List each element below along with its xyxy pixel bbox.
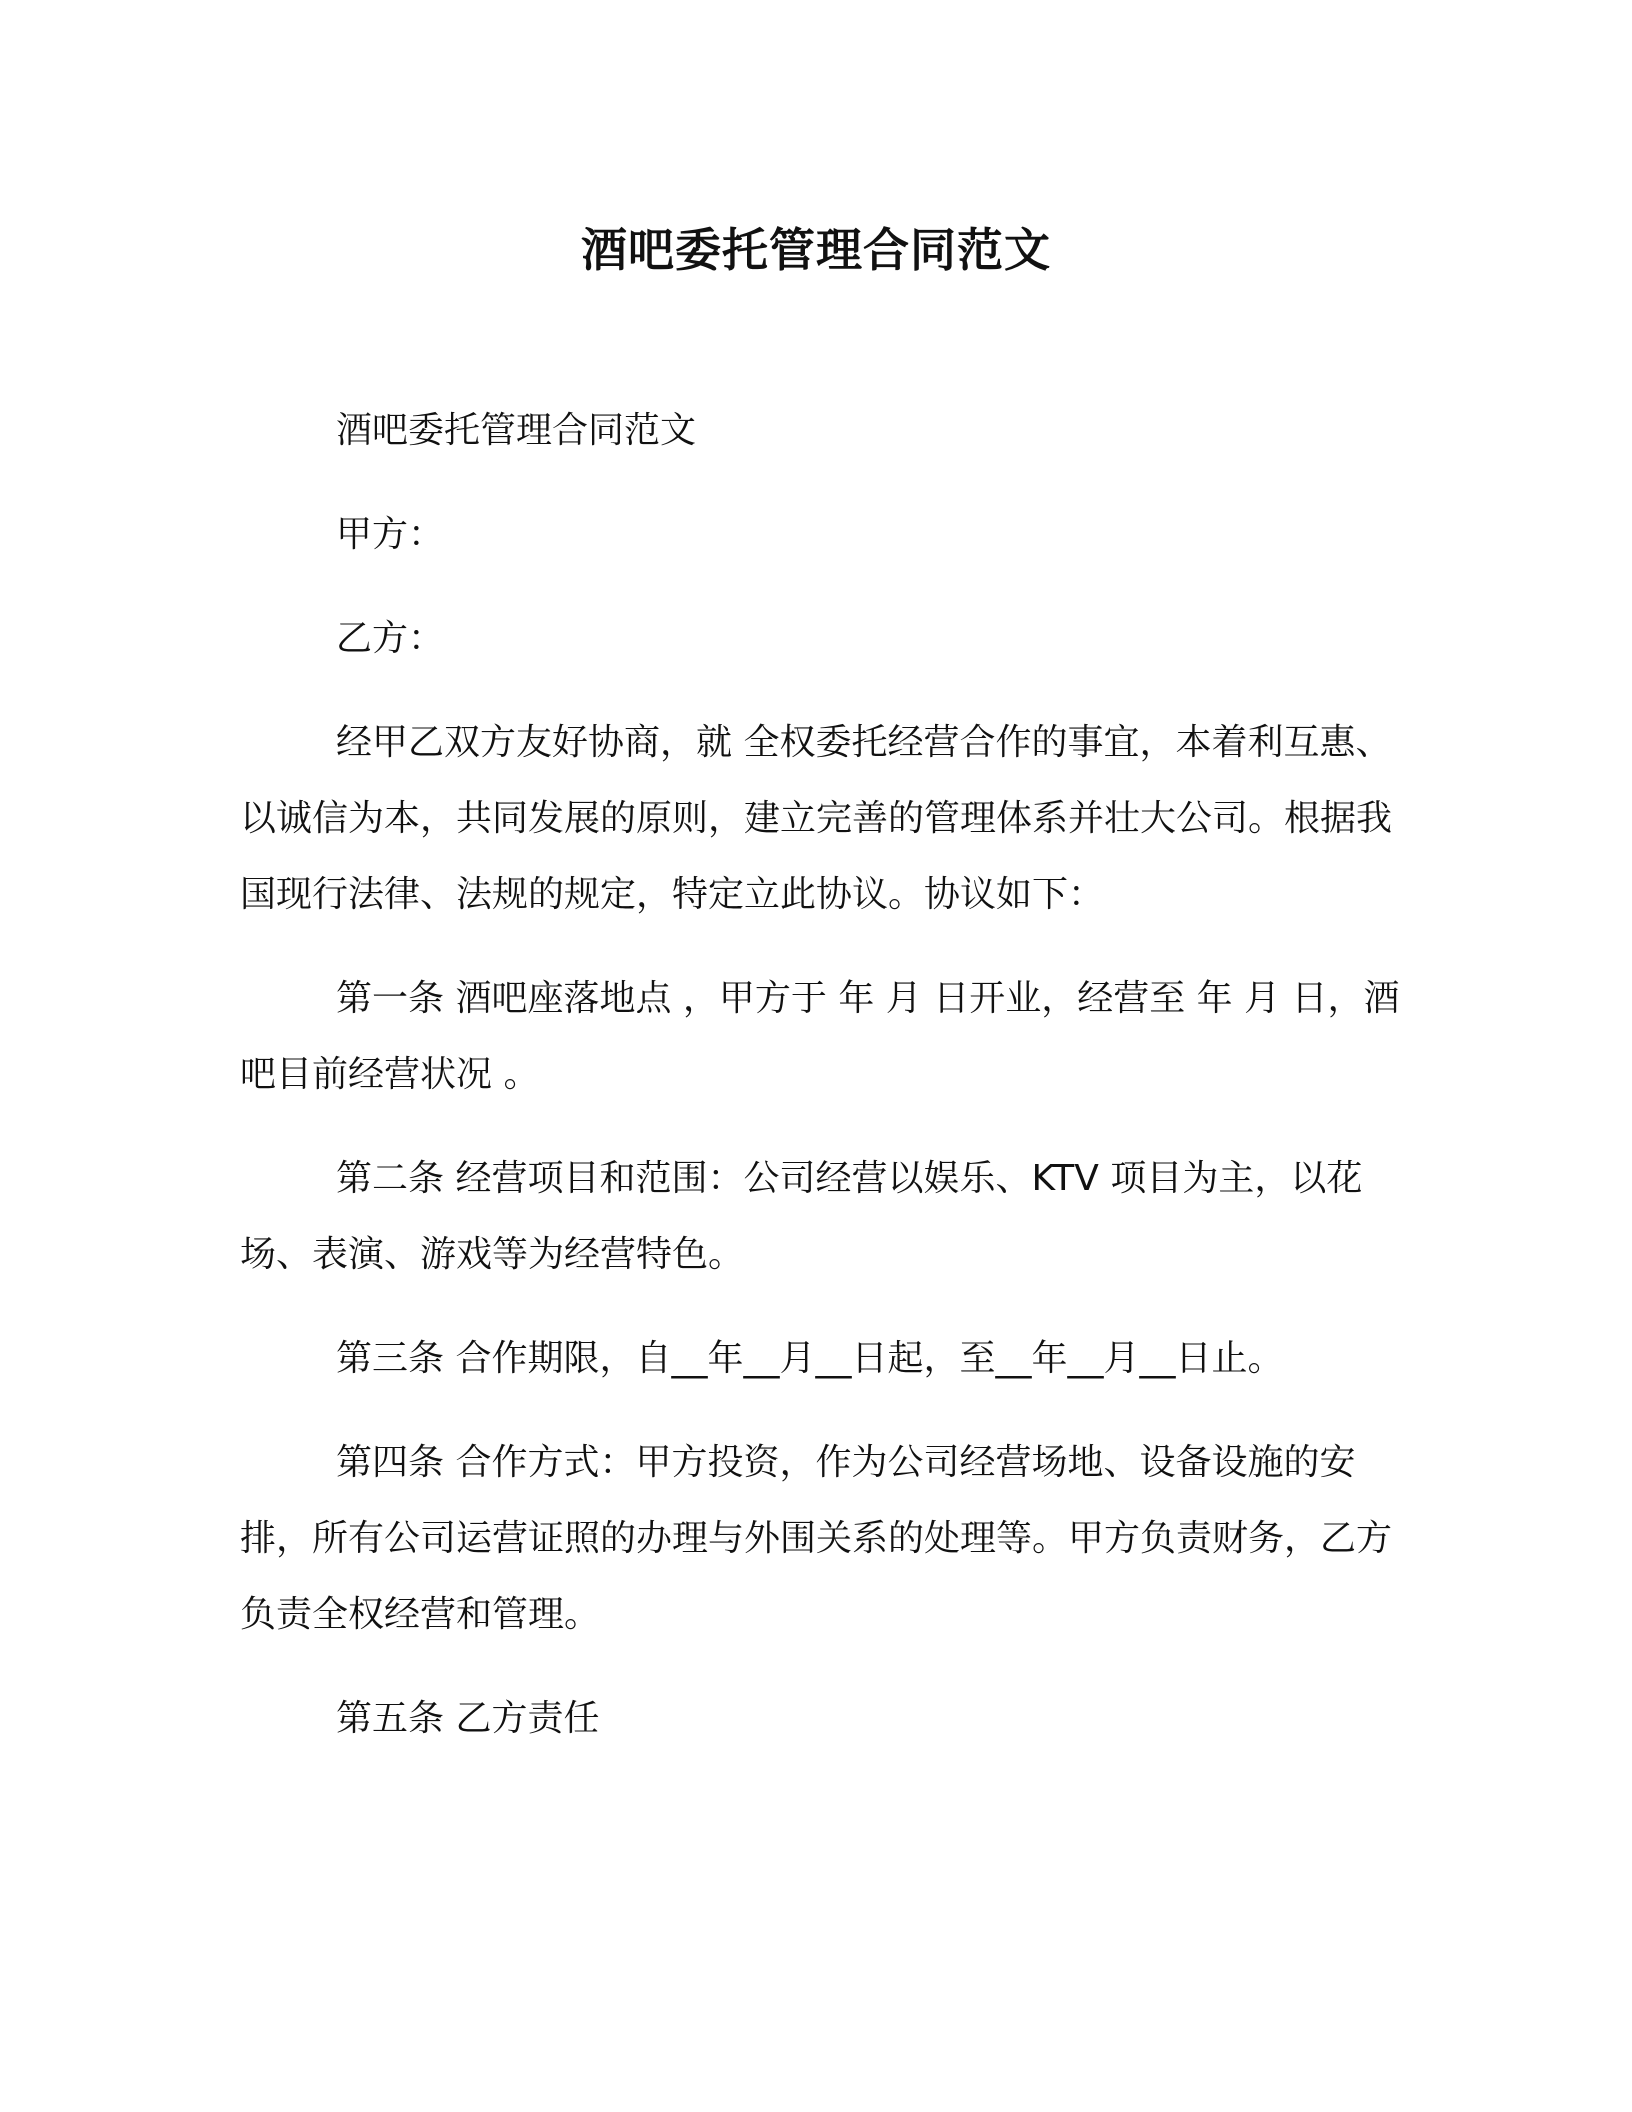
paragraph-article-4: 第四条 合作方式：甲方投资，作为公司经营场地、设备设施的安排，所有公司运营证照的办理与外围关系的处理等。甲方负责财务，乙方负责全权经营和管理。 (240, 1442, 1393, 1635)
paragraph-subtitle: 酒吧委托管理合同范文 (336, 410, 697, 451)
paragraph-preamble: 经甲乙双方友好协商，就 全权委托经营合作的事宜，本着利互惠、以诚信为本，共同发展的原则，建立完善的管理体系并壮大公司。根据我国现行法律、法规的规定，特定立此协议。协议如下： (240, 722, 1393, 915)
paragraph-party-a: 甲方： (336, 514, 445, 555)
document-body (240, 393, 1420, 1785)
paragraph-article-1: 第一条 酒吧座落地点 ，甲方于 年 月 日开业，经营至 年 月 日，酒吧目前经营状况 。 (240, 978, 1400, 1095)
paragraph-article-5: 第五条 乙方责任 (336, 1698, 600, 1739)
paragraph-party-b: 乙方： (336, 618, 445, 659)
document-title: 酒吧委托管理合同范文 (581, 223, 1051, 277)
paragraph-article-2: 第二条 经营项目和范围：公司经营以娱乐、KTV 项目为主，以花场、表演、游戏等为经营特色。 (240, 1158, 1363, 1275)
paragraph-article-3: 第三条 合作期限，自__年__月__日起，至__年__月__日止。 (336, 1338, 1284, 1379)
